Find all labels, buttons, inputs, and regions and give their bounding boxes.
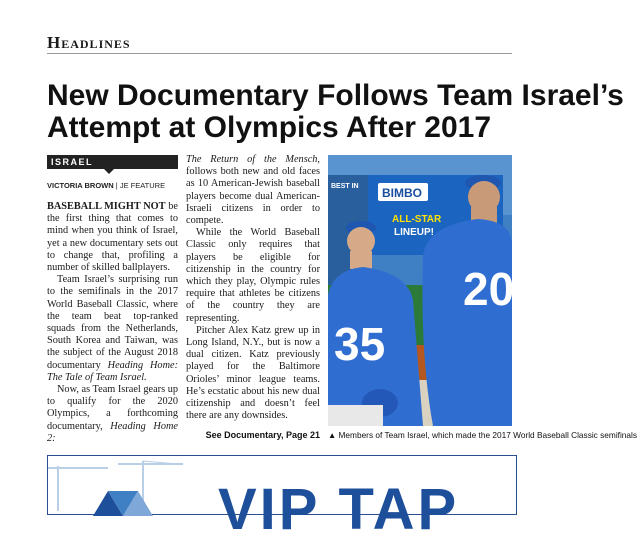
lead-in: BASEBALL MIGHT NOT bbox=[47, 201, 166, 212]
headline-line-1: New Documentary Follows Team Israel’s bbox=[47, 79, 624, 112]
article-headline[interactable] bbox=[47, 79, 624, 144]
article-column-2 bbox=[186, 154, 320, 422]
paragraph-4-text: follows both new and old faces as 10 American-Jewish baseball players become dual American-Israeli citizens in order to compete. bbox=[186, 166, 320, 227]
film-subtitle: The Return of the Mensch, bbox=[186, 154, 320, 165]
paragraph-1 bbox=[47, 201, 178, 274]
photo-caption: ▲ Members of Team Israel, which made the 2017 World Baseball Classic semifinals bbox=[328, 430, 637, 440]
advertisement-banner[interactable] bbox=[47, 455, 517, 542]
paragraph-4 bbox=[186, 154, 320, 227]
byline-author: VICTORIA BROWN bbox=[47, 181, 114, 190]
article-column-1 bbox=[47, 201, 178, 445]
byline bbox=[47, 181, 165, 190]
sign-lineup-text: LINEUP! bbox=[394, 227, 434, 238]
byline-separator: | bbox=[115, 181, 120, 190]
paragraph-3 bbox=[47, 384, 178, 445]
headline-line-2: Attempt at Olympics After 2017 bbox=[47, 111, 492, 144]
film-title-2: Heading Home 2: bbox=[47, 420, 178, 444]
film-title: Heading Home: The Tale of Team Israel. bbox=[47, 359, 179, 383]
ad-headline: VIP TAP bbox=[218, 477, 460, 542]
paragraph-3-text: Now, as Team Israel gears up to qualify for the 2020 Olympics, a forthcoming documentary, bbox=[47, 384, 178, 432]
jersey-number-right: 20 bbox=[463, 263, 515, 315]
paragraph-2 bbox=[47, 274, 178, 384]
category-kicker: ISRAEL bbox=[47, 155, 178, 169]
jump-link[interactable]: See Documentary, Page 21 bbox=[205, 430, 320, 440]
paragraph-1-text: be the first thing that comes to mind when you think of Israel, yet a new documentary sets out to change that, profiling a number of skilled ballplayers. bbox=[47, 201, 179, 274]
section-title: Headlines bbox=[47, 33, 131, 52]
jersey-number-left: 35 bbox=[334, 318, 386, 370]
byline-source: JE FEATURE bbox=[119, 181, 166, 190]
team-photo bbox=[328, 155, 515, 426]
paragraph-6: Pitcher Alex Katz grew up in Long Island, N.Y., but is now a dual citizen. Katz previously played for the Baltimore Orioles’ minor league teams. He’s ecstatic about his new dual citizenship and doesn’t feel there are any downsides. bbox=[186, 324, 320, 422]
paragraph-2-text: Team Israel’s surprising run to the semifinals in the 2017 World Baseball Classic, where the team beat top-ranked squads from the Netherlands, South Korea and Taiwan, was the subject of the August 2018 documentary bbox=[47, 274, 178, 371]
sign-brand-text: BIMBO bbox=[382, 186, 422, 200]
sign-left-text: BEST IN bbox=[331, 183, 359, 190]
paragraph-5: While the World Baseball Classic only requires that players be eligible for citizenship in the country for which they play, Olympic rules require that athletes be citizens of the country they are representing. bbox=[186, 227, 320, 324]
sign-allstar-text: ALL-STAR bbox=[392, 214, 442, 225]
section-divider bbox=[47, 53, 512, 54]
